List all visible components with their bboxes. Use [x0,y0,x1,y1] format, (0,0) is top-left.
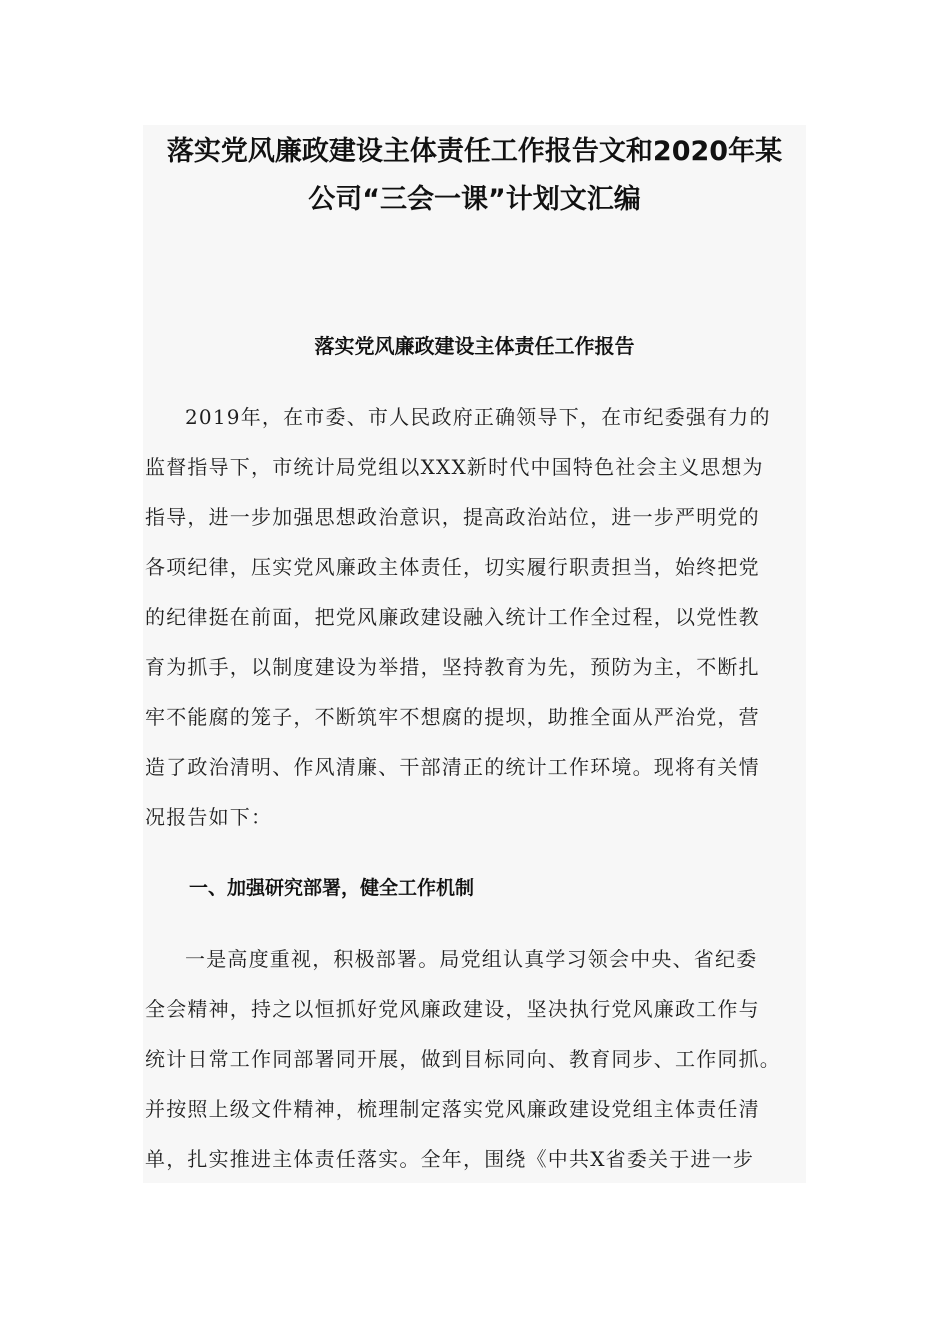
paragraph-line: 牢不能腐的笼子，不断筑牢不想腐的提坝，助推全面从严治党，营 [145,705,760,729]
document-title [143,128,806,224]
paragraph-line: 况报告如下： [145,805,273,829]
paragraph-line: 的纪律挺在前面，把党风廉政建设融入统计工作全过程，以党性教 [145,605,760,629]
paragraph-2 [145,934,805,1184]
paragraph-line: 一是高度重视，积极部署。局党组认真学习领会中央、省纪委 [185,947,758,971]
paragraph-line: 育为抓手，以制度建设为举措，坚持教育为先，预防为主，不断扎 [145,655,760,679]
section-title: 落实党风廉政建设主体责任工作报告 [314,334,635,358]
paragraph-line: 单，扎实推进主体责任落实。全年，围绕《中共X省委关于进一步 [145,1147,755,1171]
paragraph-line: 全会精神，持之以恒抓好党风廉政建设，坚决执行党风廉政工作与 [145,997,760,1021]
paragraph-line: 各项纪律，压实党风廉政主体责任，切实履行职责担当，始终把党 [145,555,760,579]
paragraph-line: 统计日常工作同部署同开展，做到目标同向、教育同步、工作同抓。 [145,1047,781,1071]
document-title-line-2: 公司“三会一课”计划文汇编 [308,184,641,215]
paragraph-line: 监督指导下，市统计局党组以XXX新时代中国特色社会主义思想为 [145,455,764,479]
document-title-line-1: 落实党风廉政建设主体责任工作报告文和2020年某 [166,136,783,167]
paragraph-line: 造了政治清明、作风清廉、干部清正的统计工作环境。现将有关情 [145,755,760,779]
paragraph-line: 指导，进一步加强思想政治意识，提高政治站位，进一步严明党的 [145,505,760,529]
paragraph-line: 2019年，在市委、市人民政府正确领导下，在市纪委强有力的 [185,405,771,429]
heading-1: 一、加强研究部署，健全工作机制 [189,877,475,899]
paragraph-1 [145,392,805,842]
paragraph-line: 并按照上级文件精神，梳理制定落实党风廉政建设党组主体责任清 [145,1097,760,1121]
